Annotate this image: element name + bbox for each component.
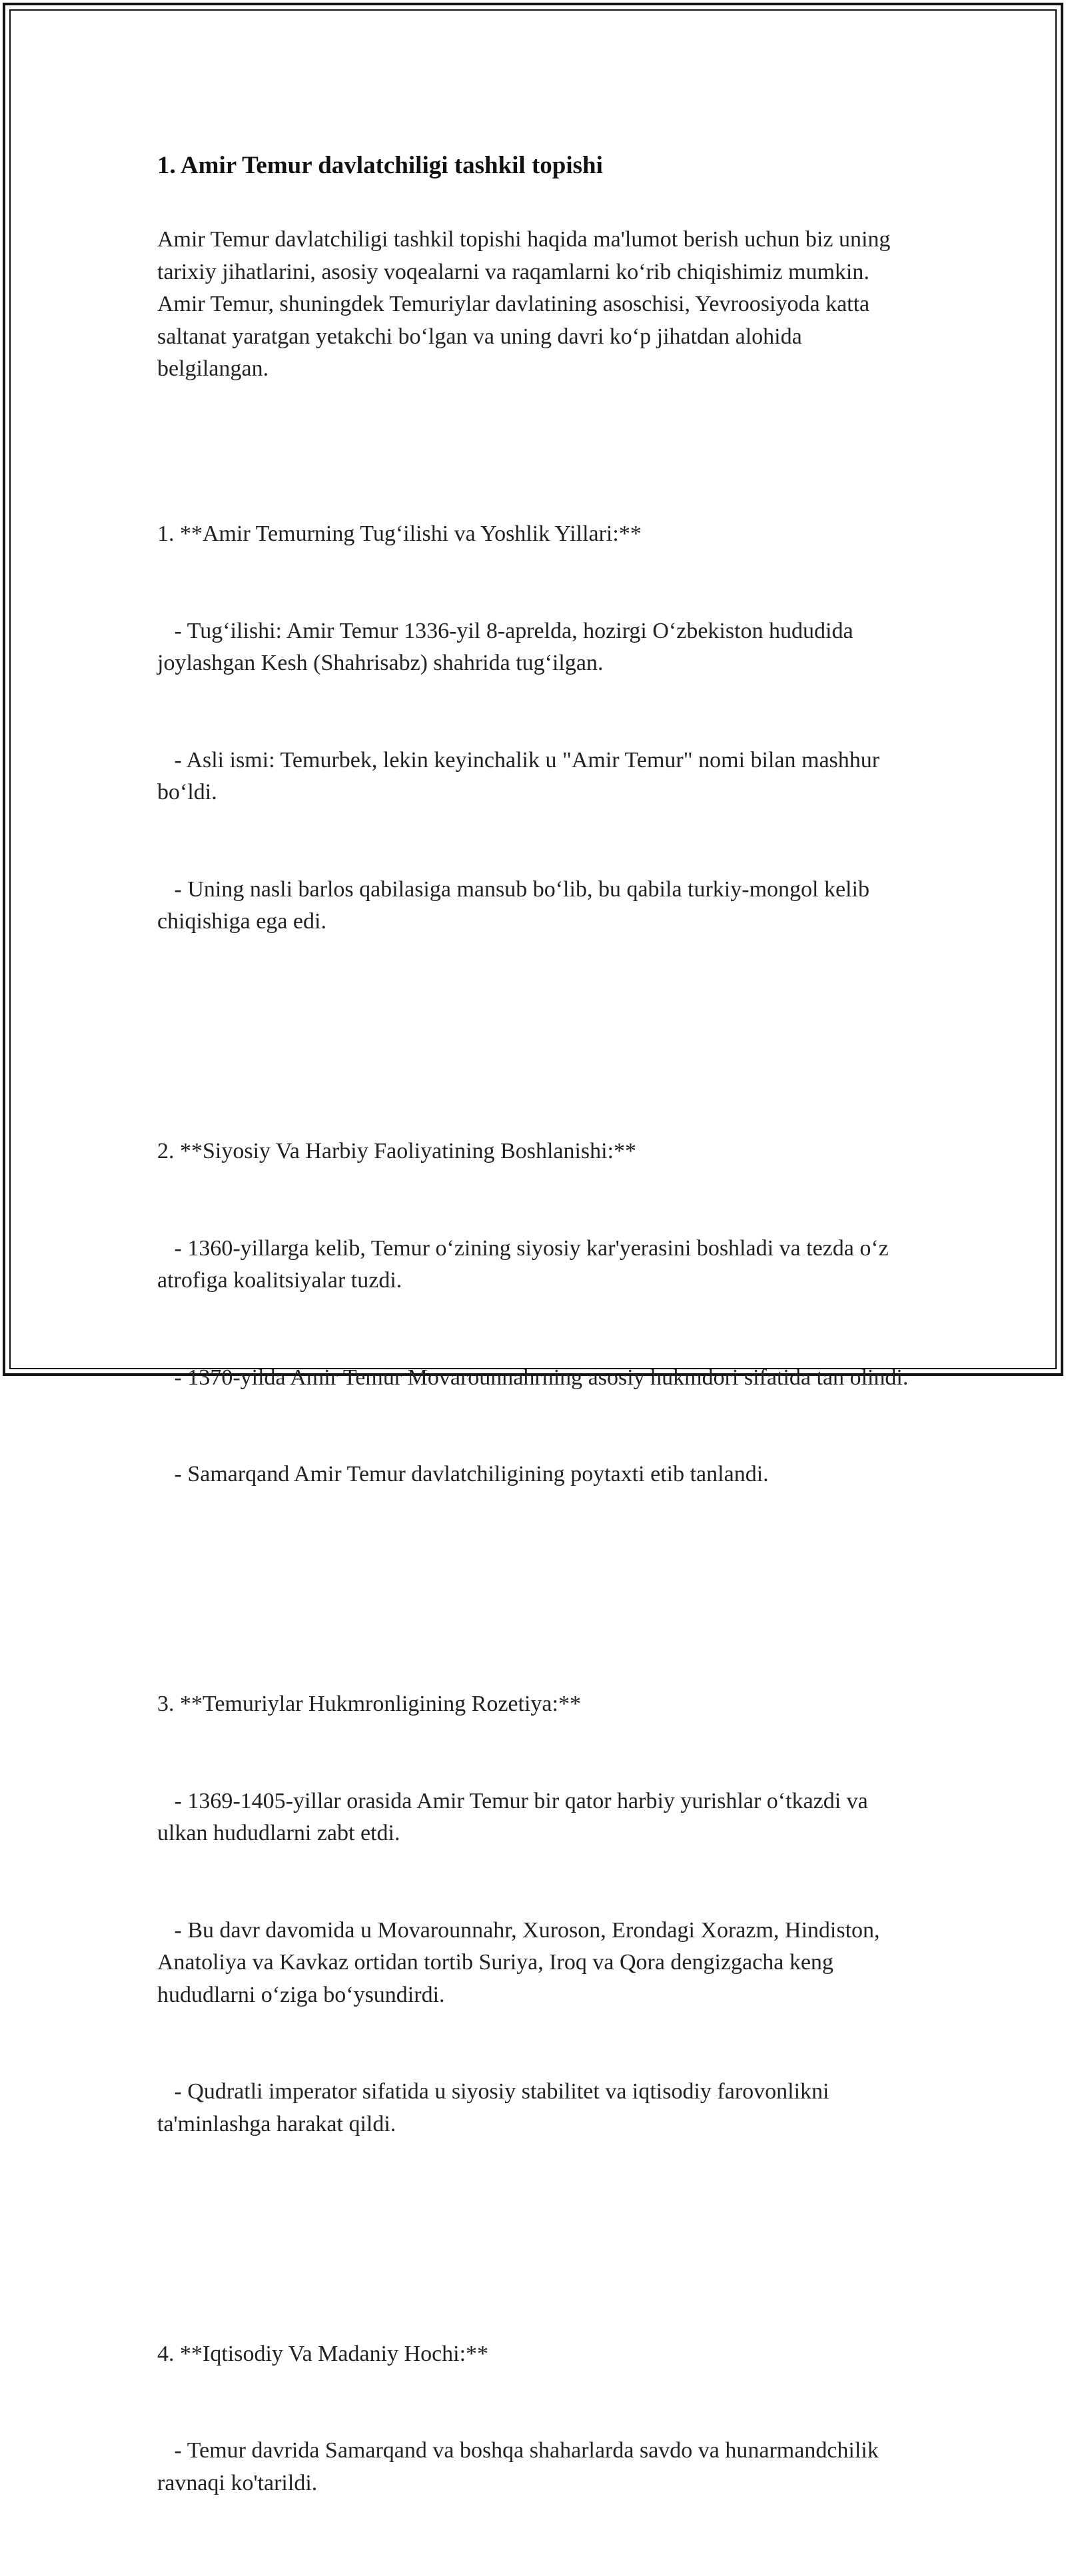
list-item: - Temur davrida Samarqand va boshqa shaharlarda savdo va hunarmandchilik ravnaqi ko'tarildi. [157, 2438, 885, 2495]
section-heading: 1. **Amir Temurning Tugʻilishi va Yoshlik Yillari:** [157, 521, 642, 546]
list-item: - 1370-yilda Amir Temur Movarounnahrning asosiy hukmdori sifatida tan olindi. [157, 1365, 909, 1390]
list-item: - Samarqand Amir Temur davlatchiligining poytaxti etib tanlandi. [157, 1462, 769, 1486]
section-heading: 2. **Siyosiy Va Harbiy Faoliyatining Boshlanishi:** [157, 1139, 637, 1163]
intro-paragraph: Amir Temur davlatchiligi tashkil topishi haqida ma'lumot berish uchun biz uning tarixiy jihatlarini, asosiy voqealarni va raqamlarni koʻrib chiqishimiz mumkin. Amir Temur, shuningdek Temuriylar davlatining asoschisi, Yevroosiyoda katta saltanat yaratgan yetakchi boʻlgan va uning davri koʻp jihatdan alohida belgilangan. [157, 227, 896, 381]
list-item: - Asli ismi: Temurbek, lekin keyinchalik u "Amir Temur" nomi bilan mashhur boʻldi. [157, 747, 885, 805]
list-item: - Uning nasli barlos qabilasiga mansub boʻlib, bu qabila turkiy-mongol kelib chiqishiga ega edi. [157, 876, 875, 934]
list-item: - Bu davr davomida u Movarounnahr, Xuroson, Erondagi Xorazm, Hindiston, Anatoliya va Kavkaz ortidan tortib Suriya, Iroq va Qora dengizgacha keng hududlarni oʻziga boʻysundirdi. [157, 1917, 885, 2007]
section-3 [157, 1624, 917, 2205]
document-title: 1. Amir Temur davlatchiligi tashkil topishi [157, 152, 603, 179]
list-item: - 1369-1405-yillar orasida Amir Temur bir qator harbiy yurishlar oʻtkazdi va ulkan hududlarni zabt etdi. [157, 1788, 874, 1845]
list-item: - Qudratli imperator sifatida u siyosiy stabilitet va iqtisodiy farovonlikni ta'minlashga harakat qildi. [157, 2079, 835, 2136]
section-1 [157, 454, 917, 1003]
document-body [157, 123, 917, 2576]
list-item: - 1360-yillarga kelib, Temur oʻzining siyosiy kar'yerasini boshladi va tezda oʻz atrofiga koalitsiyalar tuzdi. [157, 1235, 895, 1293]
section-4 [157, 2274, 917, 2565]
list-item: - Tugʻilishi: Amir Temur 1336-yil 8-aprelda, hozirgi Oʻzbekiston hududida joylashgan Kesh (Shahrisabz) shahrida tugʻilgan. [157, 618, 859, 675]
section-heading: 3. **Temuriylar Hukmronligining Rozetiya:** [157, 1692, 581, 1716]
section-2 [157, 1071, 917, 1556]
section-heading: 4. **Iqtisodiy Va Madaniy Hochi:** [157, 2341, 489, 2366]
